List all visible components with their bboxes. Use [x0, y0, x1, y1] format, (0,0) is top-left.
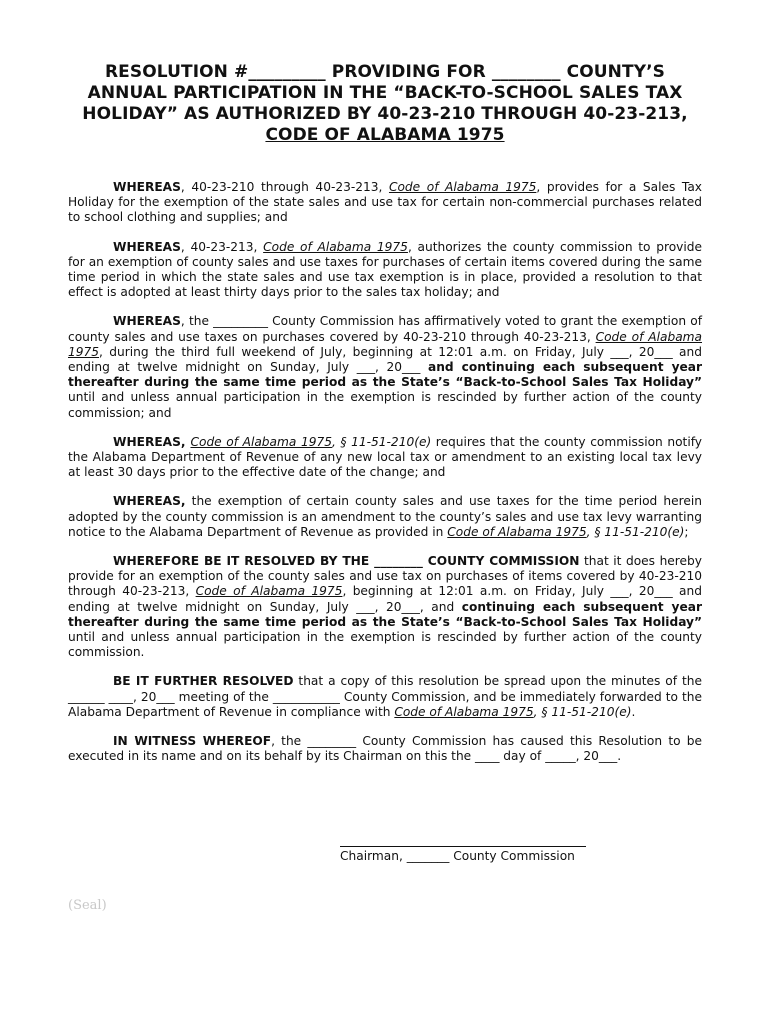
resolution-title [68, 62, 702, 146]
whereas-paragraph-3 [68, 314, 702, 420]
lead-term: WHEREAS [113, 314, 181, 329]
lead-term: WHEREAS, [113, 434, 191, 449]
lead-term: BE IT FURTHER RESOLVED [113, 674, 294, 689]
code-citation: Code of Alabama 1975 [447, 524, 587, 539]
lead-term: WHEREFORE BE IT RESOLVED BY THE ________ COUNTY COMMISSION [113, 554, 580, 569]
code-section: , § 11-51-210(e) [331, 434, 432, 449]
paragraph-text: the exemption of certain county sales and use taxes for the time period herein adopted by the county commission is an amendment to the county’s sales and use tax levy warranting notice to the Alabama Department of Revenue as provided in [68, 494, 702, 539]
code-citation: Code of Alabama 1975 [388, 180, 537, 194]
whereas-paragraph-1 [68, 180, 702, 226]
paragraph-text: that a copy of this resolution be spread upon the minutes of the ______ ____, 20___ meeting of the ___________ County Commission, and be immediately forwarded to the Alabama Department of Revenue in compliance with [68, 674, 702, 719]
paragraph-text: , during the third full weekend of July, beginning at 12:01 a.m. on Friday, July ___, 20___ and ending at twelve midnight on Sunday, July ___, 20___ [68, 344, 702, 375]
lead-term: WHEREAS, [113, 494, 186, 509]
whereas-paragraph-4 [68, 435, 702, 481]
lead-term: WHEREAS [113, 239, 181, 254]
paragraph-text: , the ________ County Commission has caused this Resolution to be executed in its name and on its behalf by its Chairman on this the ____ day of _____, 20___. [68, 734, 702, 764]
whereas-paragraph-2 [68, 240, 702, 301]
bold-clause: and continuing each subsequent year thereafter during the same time period as the State’s “Back-to-School Sales Tax Holiday” [68, 360, 703, 390]
paragraph-text: . [631, 704, 636, 719]
code-citation: Code of Alabama 1975 [68, 329, 702, 359]
paragraph-text: ; [684, 524, 689, 539]
paragraph-text: , 40-23-213, [180, 239, 264, 254]
paragraph-text: , the _________ County Commission has affirmatively voted to grant the exemption of county sales and use taxes on purchases covered by 40-23-210 through 40-23-213, [68, 314, 702, 344]
lead-term: WHEREAS [113, 180, 181, 194]
code-section: , § 11-51-210(e) [586, 524, 685, 539]
paragraph-text: , beginning at 12:01 a.m. on Friday, July ___, 20___ and ending at twelve midnight on Sunday, July ___, 20___, and [68, 584, 702, 614]
code-citation: Code of Alabama 1975 [190, 434, 332, 449]
further-resolved-paragraph [68, 674, 702, 720]
code-citation: Code of Alabama 1975 [263, 239, 408, 254]
paragraph-text: , authorizes the county commission to provide for an exemption of county sales and use taxes for purchases of certain items covered during the same time period in which the state sales and use tax exemption is in place, provided a resolution to that effect is adopted at least thirty days prior to the sales tax holiday; and [68, 239, 702, 300]
code-citation: Code of Alabama 1975 [394, 704, 534, 719]
witness-paragraph [68, 734, 702, 764]
title-line-4: CODE OF ALABAMA 1975 [265, 125, 505, 145]
code-section: , § 11-51-210(e) [533, 704, 632, 719]
wherefore-paragraph [68, 554, 702, 660]
code-citation: Code of Alabama 1975 [195, 584, 343, 599]
paragraph-text: requires that the county commission notify the Alabama Department of Revenue of any new local tax or amendment to an existing local tax levy at least 30 days prior to the effective date of the change; and [68, 434, 702, 480]
paragraph-text: until and unless annual participation in the exemption is rescinded by further action of the county commission. [68, 630, 702, 660]
seal-placeholder: (Seal) [68, 898, 107, 913]
paragraph-text: , 40-23-210 through 40-23-213, [180, 180, 389, 194]
title-line-2: ANNUAL PARTICIPATION IN THE “BACK-TO-SCHOOL SALES TAX [87, 83, 683, 103]
paragraph-text: that it does hereby provide for an exemption of the county sales and use tax on purchases of items covered by 40-23-210 through 40-23-213, [68, 554, 702, 599]
title-line-1: RESOLUTION #_________ PROVIDING FOR ________ COUNTY’S [104, 62, 666, 82]
whereas-paragraph-5 [68, 494, 702, 540]
paragraph-text: until and unless annual participation in the exemption is rescinded by further action of the county commission; and [68, 390, 702, 420]
document-page [68, 62, 702, 779]
bold-clause: continuing each subsequent year thereafter during the same time period as the State’s “Back-to-School Sales Tax Holiday” [68, 599, 702, 629]
paragraph-text: , provides for a Sales Tax Holiday for the exemption of the state sales and use tax for certain non-commercial purchases related to school clothing and supplies; and [68, 180, 703, 225]
lead-term: IN WITNESS WHEREOF [113, 734, 272, 749]
title-line-3: HOLIDAY” AS AUTHORIZED BY 40-23-210 THROUGH 40-23-213, [82, 104, 688, 124]
signature-line: Chairman, _______ County Commission [340, 846, 586, 864]
